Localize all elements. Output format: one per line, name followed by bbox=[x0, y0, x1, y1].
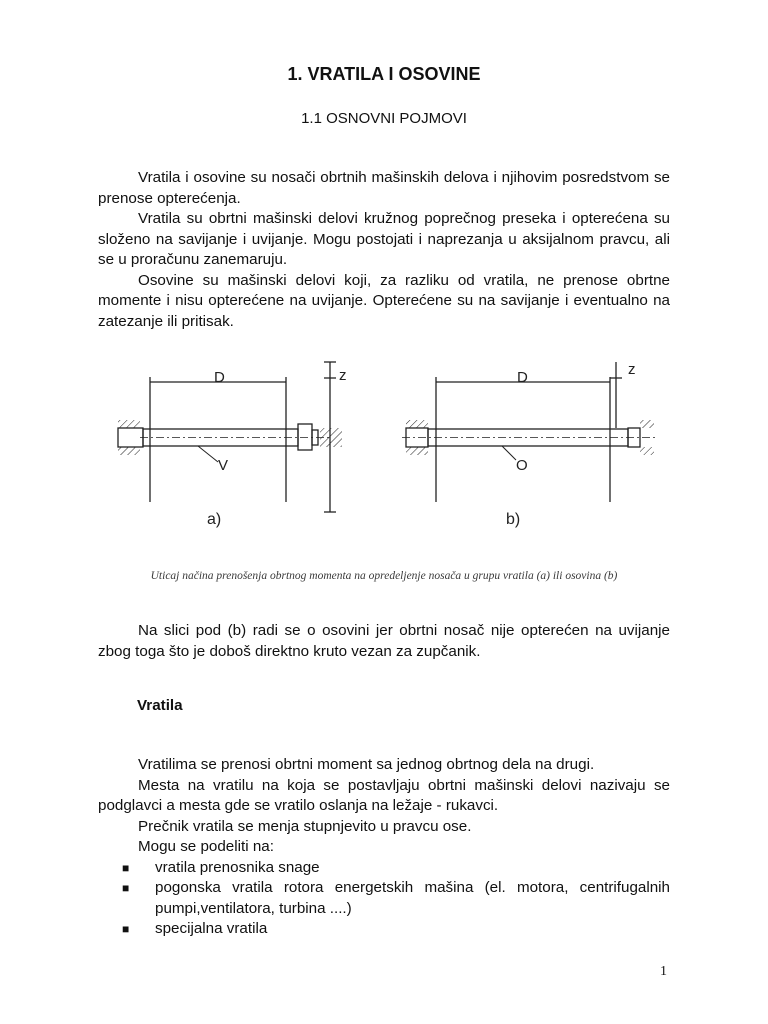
figure-b-axle bbox=[402, 362, 658, 502]
section-text bbox=[98, 755, 670, 940]
intro-paragraph-2: Vratila su obrtni mašinski delovi kružnog poprečnog preseka i opterećena su složeno na savijanje i uvijanje. Mogu postojati i naprezanja u aksijalnom pravcu, ali se u proračunu zanemaruju. bbox=[98, 210, 670, 268]
intro-paragraph-3: Osovine su mašinski delovi koji, za razliku od vratila, ne prenose obrtne momente i nisu opterećene na uvijanje. Opterećene su na savijanje i eventualno na zatezanje ili pritisak. bbox=[98, 271, 670, 330]
figure-a-dim-d: D bbox=[214, 369, 225, 386]
figure-explanation-paragraph: Na slici pod (b) radi se o osovini jer obrtni nosač nije opterećen na uvijanje zbog toga što je doboš direktno kruto vezan za zupčanik. bbox=[98, 622, 670, 660]
figure-a-shaft bbox=[118, 362, 342, 512]
figure-b-label: b) bbox=[506, 511, 521, 528]
intro-text bbox=[98, 168, 670, 332]
section-heading: Vratila bbox=[137, 697, 183, 714]
page-number: 1 bbox=[660, 964, 667, 979]
list-item: ■ specijalna vratila bbox=[98, 919, 670, 940]
list-item: ■ vratila prenosnika snage bbox=[98, 858, 670, 879]
list-item: ■ pogonska vratila rotora energetskih mašina (el. motora, centrifugalnih pumpi,ventilatora, turbina ....) bbox=[122, 879, 670, 917]
bullet-square-icon: ■ bbox=[122, 860, 130, 875]
figure-b-dim-d: D bbox=[517, 369, 528, 386]
section-paragraph-3: Prečnik vratila se menja stupnjevito u pravcu ose. bbox=[138, 817, 472, 835]
figure-a-label: a) bbox=[207, 511, 222, 528]
figure-caption: Uticaj načina prenošenja obrtnog momenta na opredeljenje nosača u grupu vratila (a) ili osovina (b) bbox=[150, 570, 618, 582]
bullet-list bbox=[98, 858, 670, 940]
figure-a-dim-z: z bbox=[339, 367, 347, 384]
section-paragraph-4: Mogu se podeliti na: bbox=[138, 838, 274, 855]
section-paragraph-1: Vratilima se prenosi obrtni moment sa jednog obrtnog dela na drugi. bbox=[138, 756, 595, 773]
figure-b-dim-z: z bbox=[628, 361, 636, 378]
section-subtitle: 1.1 OSNOVNI POJMOVI bbox=[301, 110, 467, 127]
page-title: 1. VRATILA I OSOVINE bbox=[287, 64, 481, 84]
bullet-square-icon: ■ bbox=[122, 922, 130, 936]
shaft-figure bbox=[110, 352, 670, 548]
figure-a-part-v: V bbox=[218, 457, 229, 474]
figure-b-part-o: O bbox=[516, 457, 528, 474]
section-paragraph-2: Mesta na vratilu na koja se postavljaju obrtni mašinski delovi nazivaju se podglavci a mesta gde se vratilo oslanja na ležaje - rukavci. bbox=[98, 776, 670, 814]
figure-explanation bbox=[98, 621, 670, 662]
bullet-square-icon: ■ bbox=[122, 881, 130, 895]
intro-paragraph-1: Vratila i osovine su nosači obrtnih mašinskih delova i njihovim posredstvom se prenose opterećenja. bbox=[98, 169, 670, 207]
